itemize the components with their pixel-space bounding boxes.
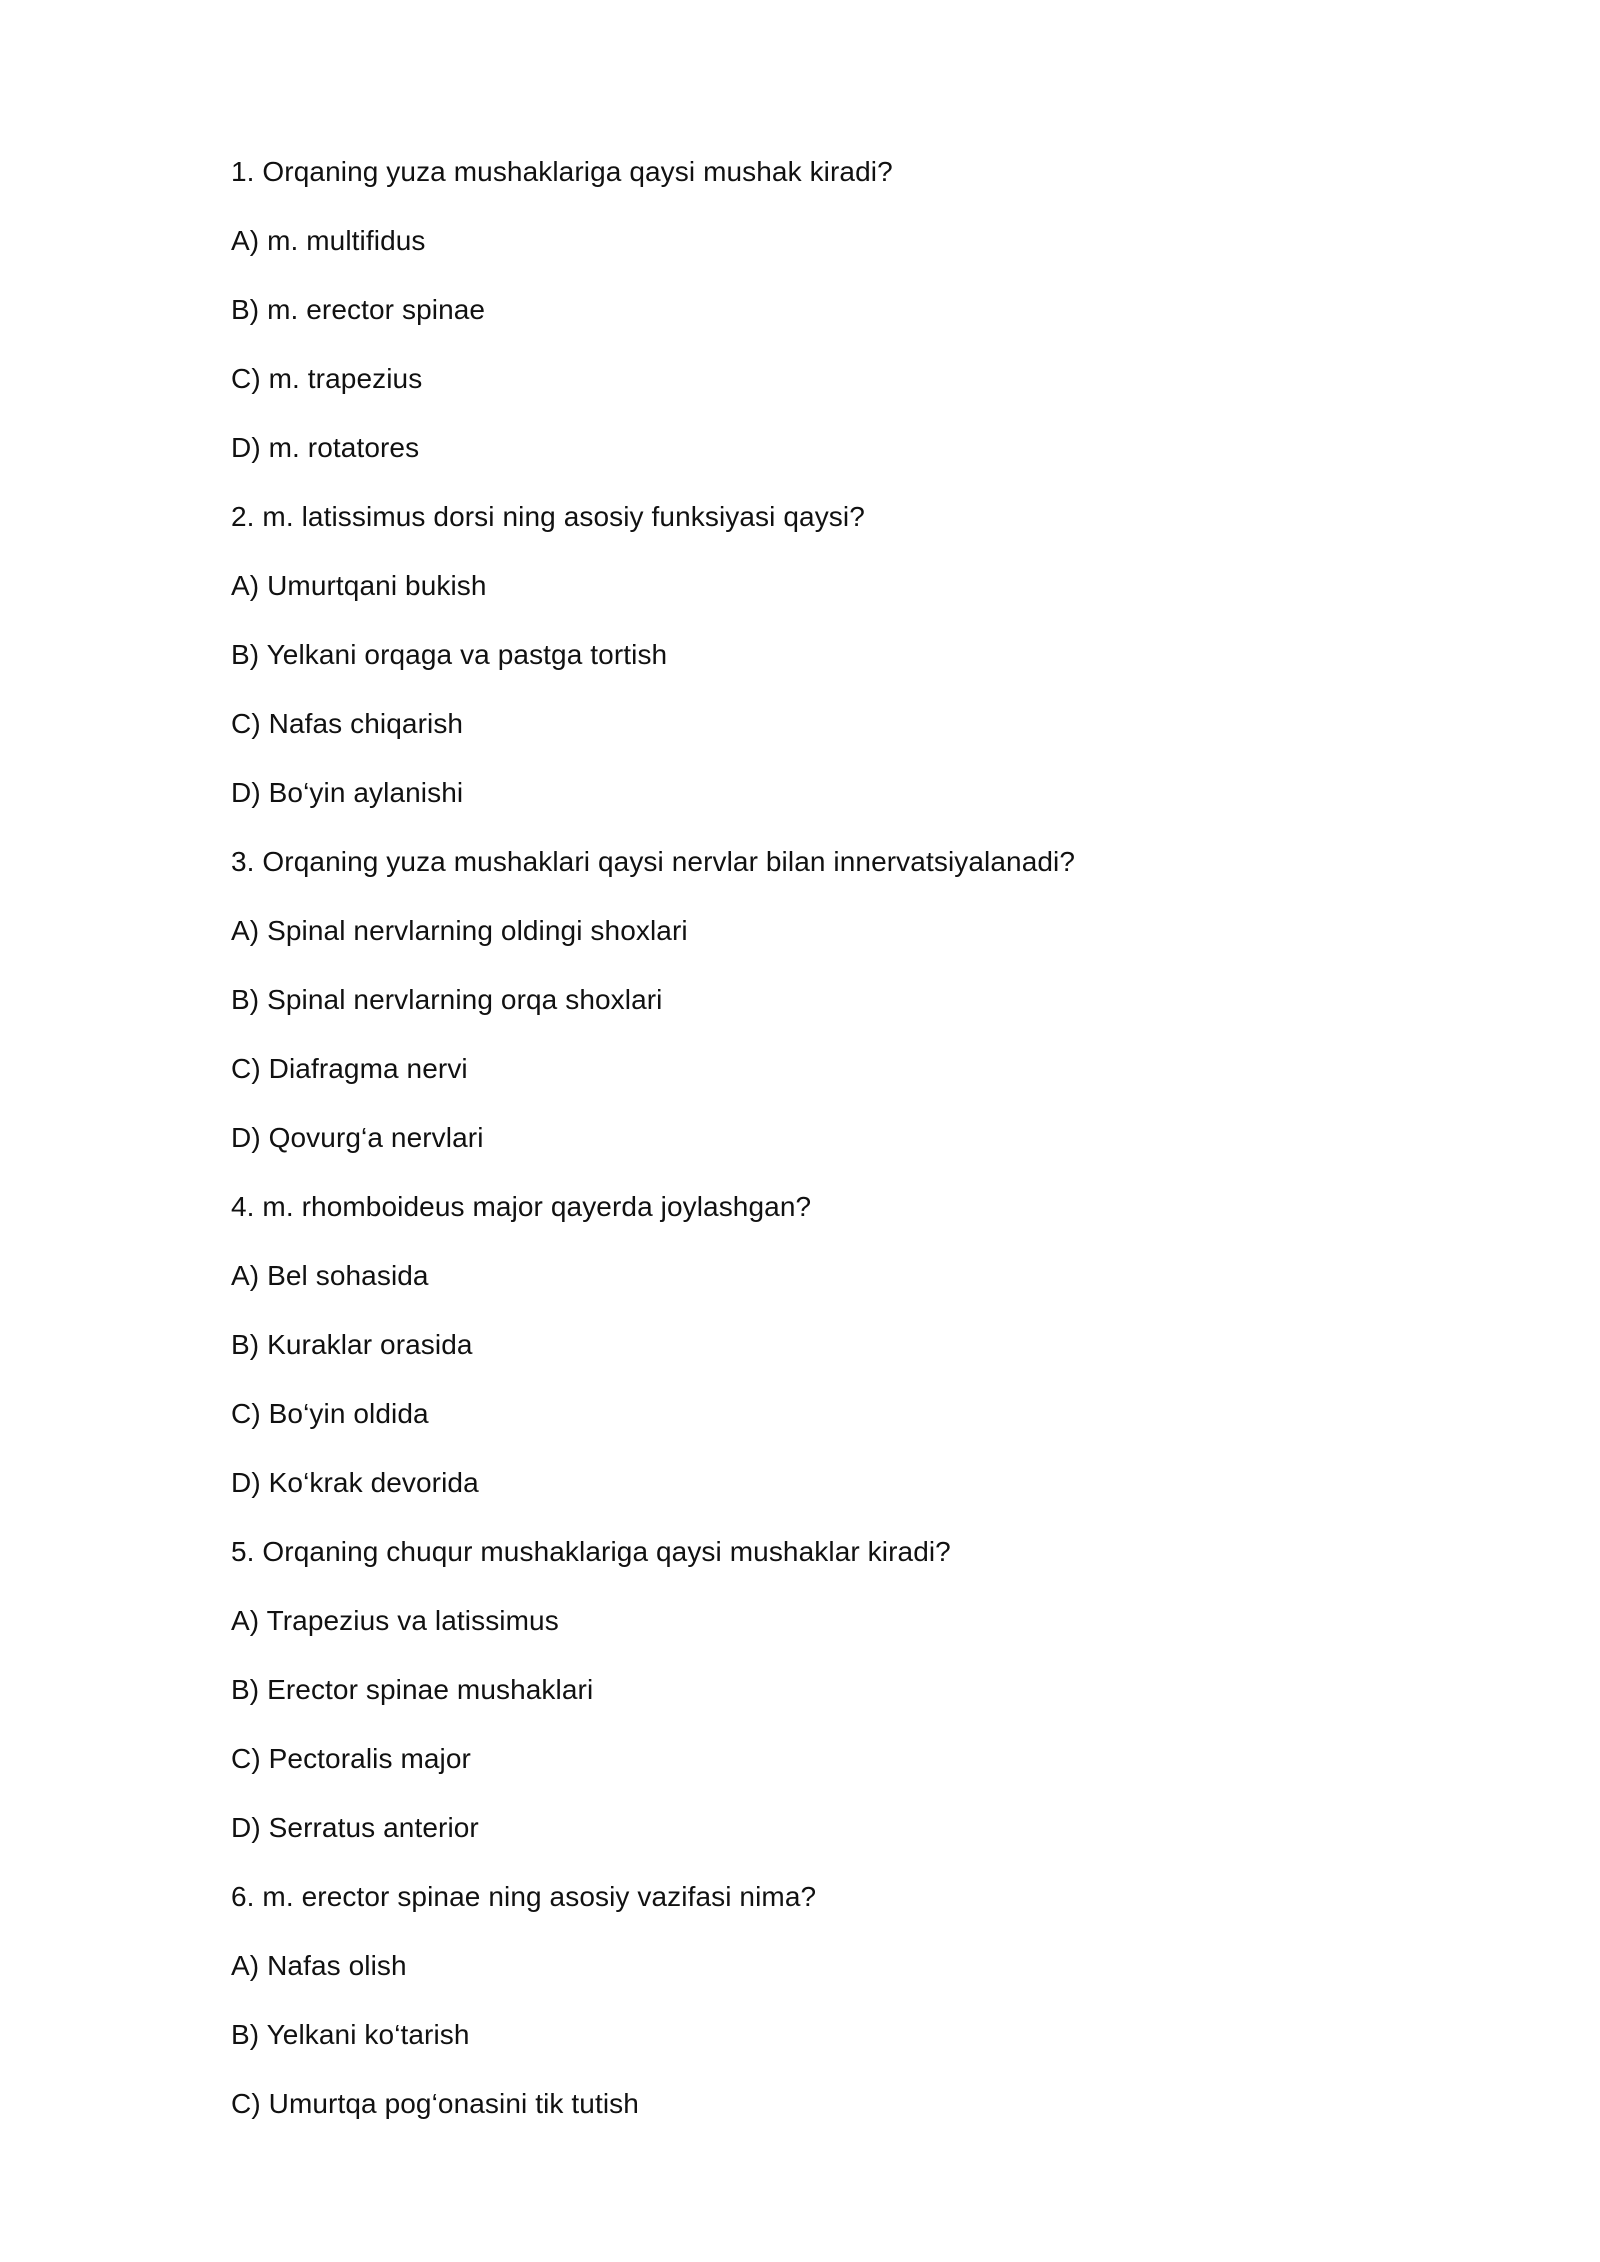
question-1-option-c: C) m. trapezius [231, 363, 423, 394]
quiz-content [231, 148, 1411, 2149]
question-2: 2. m. latissimus dorsi ning asosiy funksiyasi qaysi? [231, 501, 865, 532]
question-1-option-d: D) m. rotatores [231, 432, 420, 463]
question-5-option-d: D) Serratus anterior [231, 1812, 479, 1843]
question-4-option-d: D) Ko‘krak devorida [231, 1467, 479, 1498]
question-3-option-a: A) Spinal nervlarning oldingi shoxlari [231, 915, 688, 946]
question-2-option-a: A) Umurtqani bukish [231, 570, 487, 601]
question-2-option-b: B) Yelkani orqaga va pastga tortish [231, 639, 668, 670]
question-4-option-b: B) Kuraklar orasida [231, 1329, 473, 1360]
question-6-option-c: C) Umurtqa pog‘onasini tik tutish [231, 2088, 639, 2119]
question-2-option-c: C) Nafas chiqarish [231, 708, 464, 739]
question-6: 6. m. erector spinae ning asosiy vazifasi nima? [231, 1881, 817, 1912]
question-4: 4. m. rhomboideus major qayerda joylashgan? [231, 1191, 812, 1222]
question-3-option-d: D) Qovurg‘a nervlari [231, 1122, 484, 1153]
question-1: 1. Orqaning yuza mushaklariga qaysi mushak kiradi? [231, 156, 893, 187]
question-2-option-d: D) Bo‘yin aylanishi [231, 777, 464, 808]
question-5-option-a: A) Trapezius va latissimus [231, 1605, 559, 1636]
question-1-option-a: A) m. multifidus [231, 225, 426, 256]
question-5-option-b: B) Erector spinae mushaklari [231, 1674, 594, 1705]
question-3: 3. Orqaning yuza mushaklari qaysi nervlar bilan innervatsiyalanadi? [231, 846, 1076, 877]
question-3-option-b: B) Spinal nervlarning orqa shoxlari [231, 984, 663, 1015]
question-5: 5. Orqaning chuqur mushaklariga qaysi mushaklar kiradi? [231, 1536, 951, 1567]
question-4-option-c: C) Bo‘yin oldida [231, 1398, 429, 1429]
question-4-option-a: A) Bel sohasida [231, 1260, 429, 1291]
question-6-option-b: B) Yelkani ko‘tarish [231, 2019, 470, 2050]
question-3-option-c: C) Diafragma nervi [231, 1053, 468, 1084]
question-1-option-b: B) m. erector spinae [231, 294, 486, 325]
question-6-option-a: A) Nafas olish [231, 1950, 407, 1981]
question-5-option-c: C) Pectoralis major [231, 1743, 471, 1774]
